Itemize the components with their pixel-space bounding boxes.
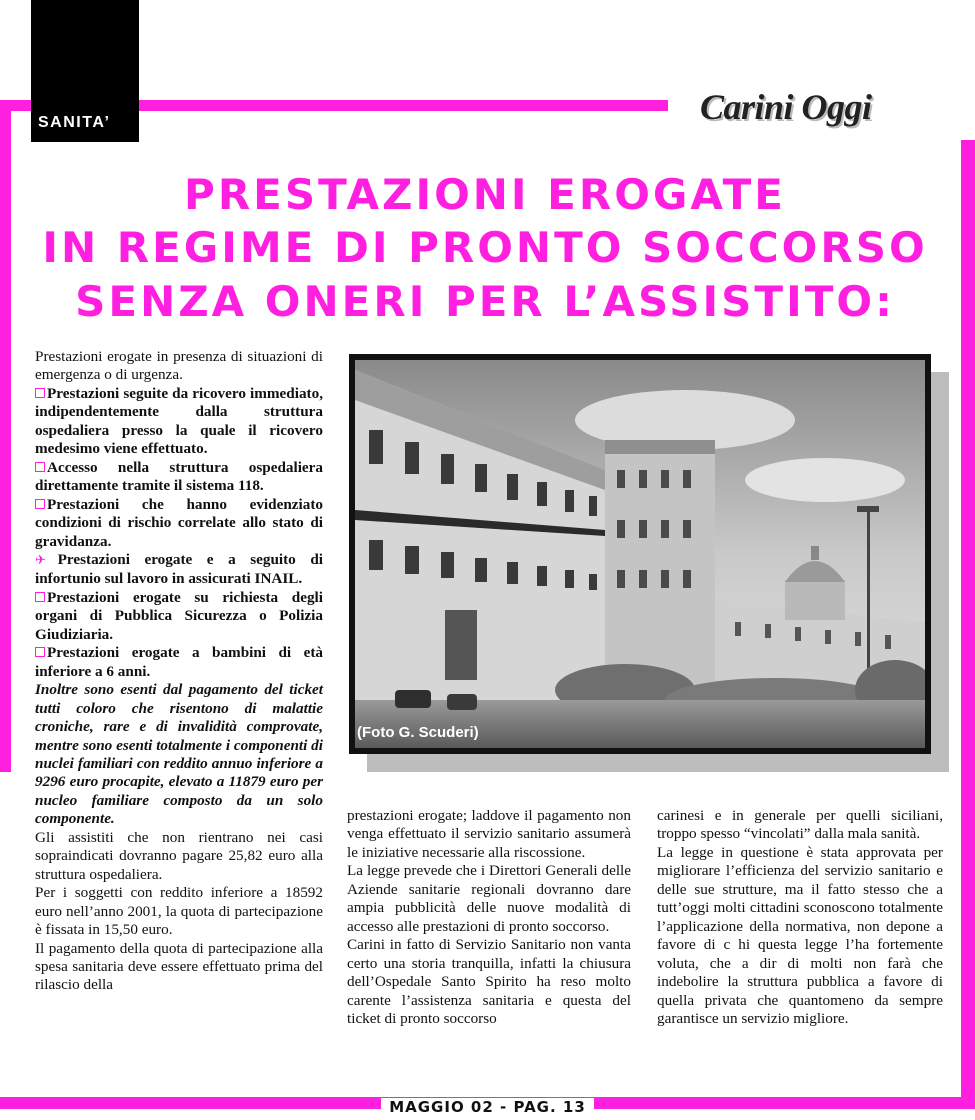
paragraph: prestazioni erogate; laddove il pagamento non venga effettuato il servizio sanitario assumerà le iniziative necessarie alla riscossione. <box>347 807 631 861</box>
page-footer <box>0 1098 975 1116</box>
paragraph: Il pagamento della quota di partecipazione alla spesa sanitaria deve essere effettuato prima del rilascio della <box>35 939 323 994</box>
paragraph: Carini in fatto di Servizio Sanitario non vanta certo una storia tranquilla, infatti la chiusura dell’Ospedale Santo Spirito ha reso molto carente l’assistenza sanitaria e questa del ticket di pronto soccorso <box>347 936 631 1027</box>
palace-photo-illustration <box>355 360 925 748</box>
article-column-1 <box>35 348 323 995</box>
article-photo <box>349 354 931 754</box>
list-item: Accesso nella struttura ospedaliera direttamente tramite il sistema 118. <box>35 458 323 495</box>
checkbox-bullet-icon <box>35 647 45 657</box>
list-item: Prestazioni che hanno evidenziato condizioni di rischio correlate allo stato di gravidanza. <box>35 495 323 550</box>
section-label: SANITA’ <box>38 114 111 131</box>
list-item: Prestazioni erogate a bambini di età inferiore a 6 anni. <box>35 644 323 680</box>
paragraph: Gli assistiti che non rientrano nei casi sopraindicati dovranno pagare 25,82 euro alla struttura ospedaliera. <box>35 828 323 883</box>
page-number: MAGGIO 02 - PAG. 13 <box>381 1098 594 1116</box>
masthead-logo: Carini Oggi <box>700 87 872 127</box>
airplane-bullet-icon: ✈ <box>35 552 57 568</box>
photo-frame <box>349 354 931 754</box>
checkbox-bullet-icon <box>35 592 45 602</box>
intro-paragraph: Prestazioni erogate in presenza di situazioni di emergenza o di urgenza. <box>35 348 323 384</box>
headline-line-1: PRESTAZIONI EROGATE <box>184 170 786 219</box>
photo-credit: (Foto G. Scuderi) <box>357 724 479 741</box>
paragraph: La legge prevede che i Direttori Generali delle Aziende sanitarie regionali dovranno dare ampia pubblicità delle nuove modalità di accesso alle prestazioni di pronto soccorso. <box>347 862 631 935</box>
headline-line-2: IN REGIME DI PRONTO SOCCORSO <box>42 223 928 272</box>
paragraph: Per i soggetti con reddito inferiore a 18592 euro nell’anno 2001, la quota di partecipazione è fissata in 15,50 euro. <box>35 884 323 939</box>
list-item: Prestazioni erogate su richiesta degli organi di Pubblica Sicurezza o Polizia Giudiziaria. <box>35 588 323 643</box>
list-item: ✈Prestazioni erogate e a seguito di infortunio sul lavoro in assicurati INAIL. <box>35 550 323 588</box>
frame-right-bar <box>961 140 975 1100</box>
frame-left-bar <box>0 100 11 772</box>
paragraph: carinesi e in generale per quelli siciliani, troppo spesso “vincolati” dalla mala sanità. <box>657 807 943 843</box>
list-item: Prestazioni seguite da ricovero immediato, indipendentemente dalla struttura ospedaliera presso la quale il ricovero medesimo viene effettuato. <box>35 384 323 458</box>
checkbox-bullet-icon <box>35 499 45 509</box>
paragraph: La legge in questione è stata approvata per migliorare l’efficienza del servizio sanitario e delle sue strutture, ma il fatto stesso che a tutt’oggi molti cittadini sconoscono totalmente l’applicazione della normativa, non depone a favore di c hi questa legge l’ha fortemente voluta, che a dir di molti non farà che indebolire la struttura pubblica a favore di quella privata che quantomeno da sempre garantisce un servizio migliore. <box>657 843 943 1027</box>
article-column-3 <box>657 807 943 1028</box>
article-column-2 <box>347 807 631 1028</box>
exemption-paragraph: Inoltre sono esenti dal pagamento del ticket tutti coloro che risentono di malattie croniche, rare e di invalidità comprovate, mentre sono esenti totalmente i componenti di nuclei familiari con reddito annuo inferiore a 9296 euro procapite, elevato a 11879 euro per nucleo familiare composto da un solo componente. <box>35 681 323 828</box>
headline-line-3: SENZA ONERI PER L’ASSISTITO: <box>75 277 895 326</box>
checkbox-bullet-icon <box>35 462 45 472</box>
checkbox-bullet-icon <box>35 388 45 398</box>
